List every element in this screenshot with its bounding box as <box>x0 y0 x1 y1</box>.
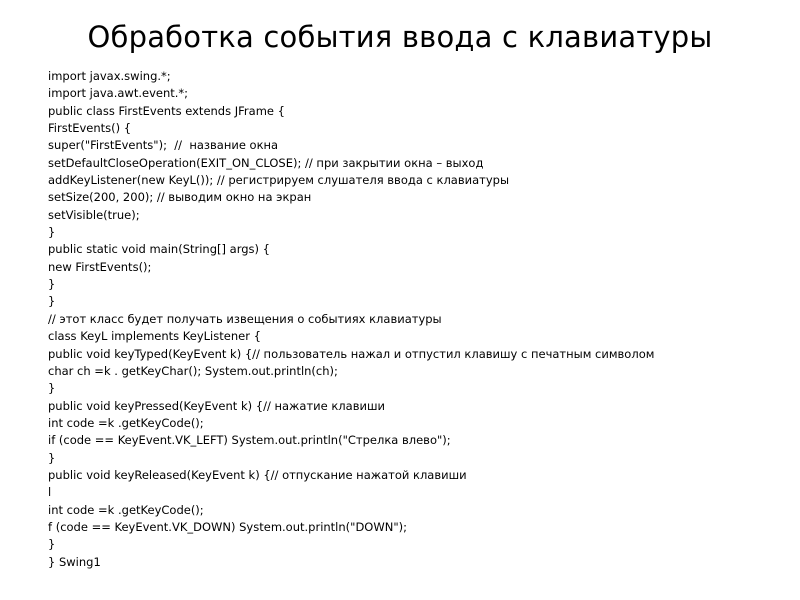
code-line: char ch =k . getKeyChar(); System.out.println(ch); <box>48 363 338 378</box>
code-line: setVisible(true); <box>48 207 140 222</box>
code-line: setDefaultCloseOperation(EXIT_ON_CLOSE); // при закрытии окна – выход <box>48 155 484 170</box>
code-line: int code =k .getKeyCode(); <box>48 502 204 517</box>
code-line: } <box>48 537 56 552</box>
code-line: } Swing1 <box>48 554 101 569</box>
code-line: } <box>48 225 56 240</box>
code-line: public void keyReleased(KeyEvent k) {// отпускание нажатой клавиши <box>48 467 467 482</box>
code-line: import java.awt.event.*; <box>48 86 189 101</box>
code-line: setSize(200, 200); // выводим окно на экран <box>48 190 312 205</box>
code-line: int code =k .getKeyCode(); <box>48 415 204 430</box>
code-line: class KeyL implements KeyListener { <box>48 329 261 344</box>
slide-title: Обработка события ввода с клавиатуры <box>87 20 713 54</box>
code-line: public void keyPressed(KeyEvent k) {// нажатие клавиши <box>48 398 385 413</box>
code-line: new FirstEvents(); <box>48 259 152 274</box>
code-line: import javax.swing.*; <box>48 69 171 83</box>
code-line: super("FirstEvents"); // название окна <box>48 138 279 153</box>
code-line: l <box>48 485 52 500</box>
code-line: } <box>48 277 56 292</box>
code-line: addKeyListener(new KeyL()); // регистрируем слушателя ввода с клавиатуры <box>48 173 510 188</box>
code-line: FirstEvents() { <box>48 121 132 136</box>
code-line: f (code == KeyEvent.VK_DOWN) System.out.println("DOWN"); <box>48 519 407 534</box>
code-line: } <box>48 450 56 465</box>
code-line: } <box>48 381 56 396</box>
code-line: if (code == KeyEvent.VK_LEFT) System.out.println("Стрелка влево"); <box>48 433 451 448</box>
code-line: public class FirstEvents extends JFrame { <box>48 103 285 118</box>
code-line: // этот класс будет получать извещения о событиях клавиатуры <box>48 311 442 326</box>
code-line: } <box>48 294 56 309</box>
code-listing <box>48 68 788 571</box>
code-line: public static void main(String[] args) { <box>48 242 270 257</box>
code-line: public void keyTyped(KeyEvent k) {// пользователь нажал и отпустил клавишу с печатным символом <box>48 346 655 361</box>
